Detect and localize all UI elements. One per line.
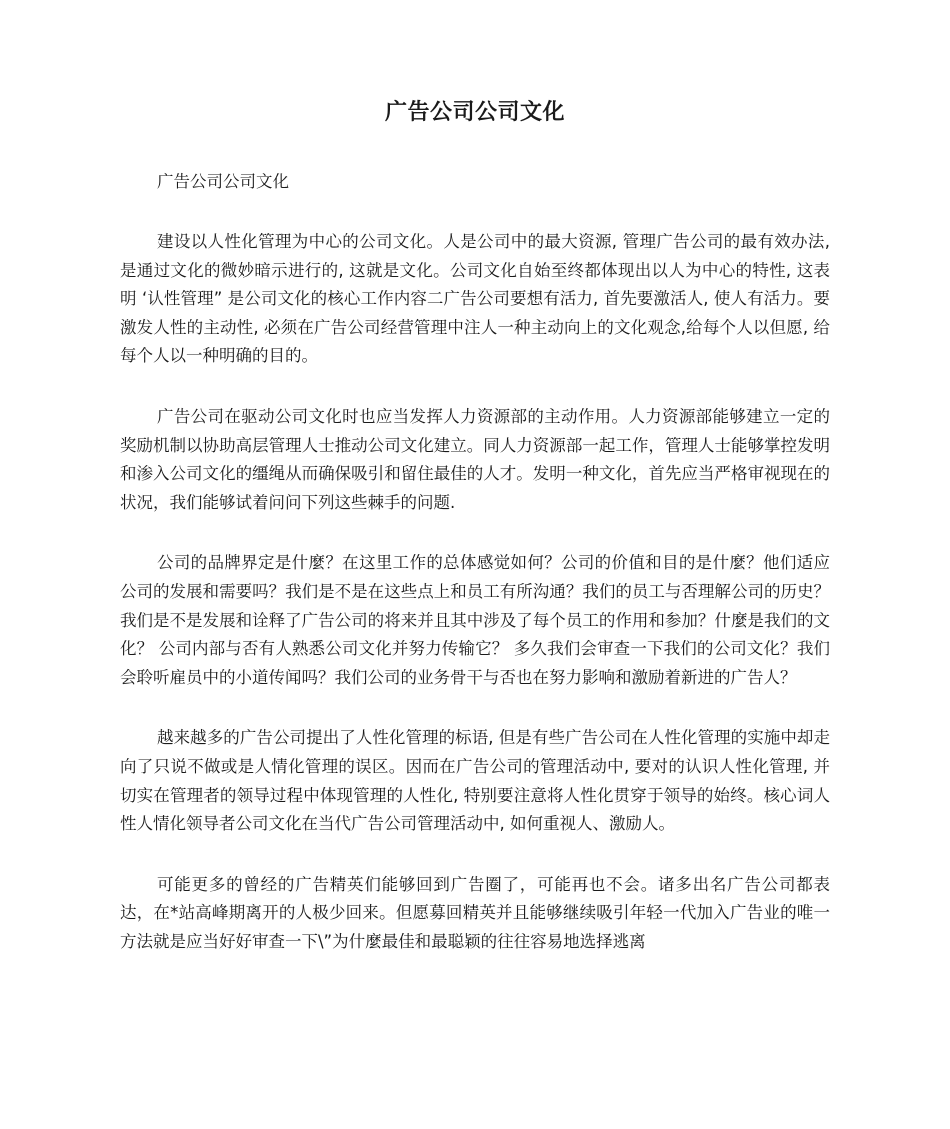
paragraph-hr-role: 广告公司在驱动公司文化时也应当发挥人力资源部的主动作用。人力资源部能够建立一定的奖励机制以协助高层管理人士推动公司文化建立。同人力资源部一起工作，管理人士能够掌控发明和渗入公司文化的缰绳从而确保吸引和留住最佳的人才。发明一种文化，首先应当严格审视现在的状况，我们能够试着问问下列这些棘手的问题. (120, 406, 830, 512)
document-title: 广告公司公司文化 (384, 100, 565, 125)
paragraph-culture-questions: 公司的品牌界定是什麼？在这里工作的总体感觉如何？公司的价值和目的是什麼？他们适应公司的发展和需要吗？我们是不是在这些点上和员工有所沟通？我们的员工与否理解公司的历史？ 我们是不是发展和诠释了广告公司的将来并且其中涉及了每个员工的作用和参加？什麼是我们的文化？ 公司内部与否有人熟悉公司文化并努力传输它？ 多久我们会审查一下我们的公司文化？我们会聆听雇员中的小道传闻吗？我们公司的业务骨干与否也在努力影响和激励着新进的广告人？ (120, 553, 830, 687)
paragraph-talent-return: 可能更多的曾经的广告精英们能够回到广告圈了，可能再也不会。诸多出名广告公司都表达，在*站高峰期离开的人极少回来。但愿募回精英并且能够继续吸引年轻一代加入广告业的唯一方法就是应当好好审查一下\”为什麼最佳和最聪颖的往往容易地选择逃离 (120, 874, 830, 951)
paragraph-management-misconceptions: 越来越多的广告公司提出了人性化管理的标语, 但是有些广告公司在人性化管理的实施中却走向了只说不做或是人情化管理的误区。因而在广告公司的管理活动中, 要对的认识人性化管理, 并切实在管理者的领导过程中体现管理的人性化, 特别要注意将人性化贯穿于领导的始终。核心词人性人情化领导者公司文化在当代广告公司管理活动中, 如何重视人、激励人。 (120, 728, 830, 834)
document-body (120, 168, 830, 988)
document-subheading: 广告公司公司文化 (157, 172, 289, 191)
paragraph-humanized-management: 建设以人性化管理为中心的公司文化。人是公司中的最大资源, 管理广告公司的最有效办法, 是通过文化的微妙暗示进行的, 这就是文化。公司文化自始至终都体现出以人为中心的特性, 这表明 ‘认性管理” 是公司文化的核心工作内容二广告公司要想有活力, 首先要激活人, 使人有活力。要激发人性的主动性, 必须在广告公司经营管理中注人一种主动向上的文化观念,给每个人以但愿, 给每个人以一种明确的目的。 (120, 232, 830, 366)
